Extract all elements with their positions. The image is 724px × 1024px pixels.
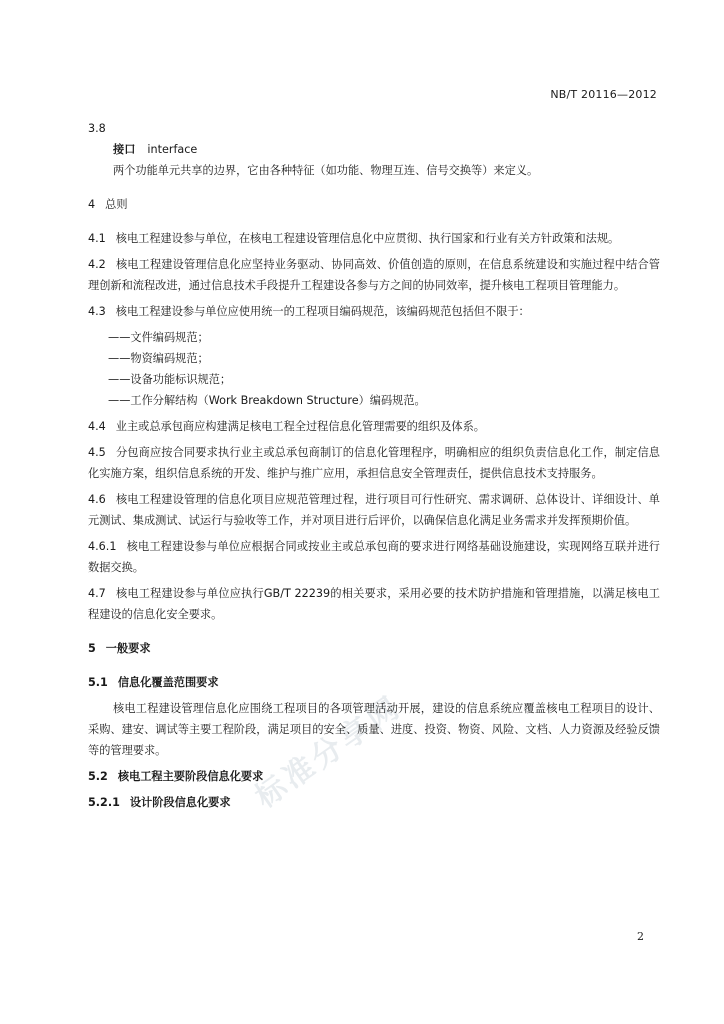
clause-4-3 xyxy=(88,301,660,322)
list-item: ——文件编码规范； xyxy=(108,331,209,344)
list-item: ——工作分解结构（Work Breakdown Structure）编码规范。 xyxy=(108,394,426,407)
clause-4-2-text: 核电工程建设管理信息化应坚持业务驱动、协同高效、价值创造的原则，在信息系统建设和实施过程中结合管理创新和流程改进，通过信息技术手段提升工程建设各参与方之间的协同效率，提升核电工程项目管理能力。 xyxy=(88,258,660,292)
term-english: interface xyxy=(147,143,198,156)
standard-number-header: NB/T 20116—2012 xyxy=(550,88,657,101)
term-chinese: 接口 xyxy=(113,143,136,156)
clause-4-2 xyxy=(88,254,660,296)
clause-4-3-text: 核电工程建设参与单位应使用统一的工程项目编码规范，该编码规范包括但不限于： xyxy=(115,305,530,318)
clause-4-1-number: 4.1 xyxy=(88,232,106,245)
clause-4-3-number: 4.3 xyxy=(88,305,106,318)
clause-5-2-title: 核电工程主要阶段信息化要求 xyxy=(117,770,264,783)
clause-4-6-1-text: 核电工程建设参与单位应根据合同或按业主或总承包商的要求进行网络基础设施建设，实现网络互联并进行数据交换。 xyxy=(88,540,660,574)
clause-4-4 xyxy=(88,416,660,437)
clause-4-4-number: 4.4 xyxy=(88,420,106,433)
clause-4-6-1 xyxy=(88,536,660,578)
clause-4-6-text: 核电工程建设管理的信息化项目应规范管理过程，进行项目可行性研究、需求调研、总体设计、详细设计、单元测试、集成测试、试运行与验收等工作，并对项目进行后评价，以确保信息化满足业务需求并发挥预期价值。 xyxy=(88,493,660,527)
list-item: ——物资编码规范； xyxy=(108,352,209,365)
section-5-title: 一般要求 xyxy=(105,642,151,655)
clause-4-6-1-number: 4.6.1 xyxy=(88,540,117,553)
section-5-number: 5 xyxy=(88,642,96,655)
clause-4-5-text: 分包商应按合同要求执行业主或总承包商制订的信息化管理程序，明确相应的组织负责信息化工作，制定信息化实施方案，组织信息系统的开发、维护与推广应用，承担信息安全管理责任，提供信息技术支持服务。 xyxy=(88,446,660,480)
clause-5-1-heading xyxy=(88,672,660,693)
clause-4-5 xyxy=(88,442,660,484)
clause-5-2-number: 5.2 xyxy=(88,770,108,783)
clause-4-7-number: 4.7 xyxy=(88,587,106,600)
clause-3-8-number: 3.8 xyxy=(88,122,106,135)
clause-4-2-number: 4.2 xyxy=(88,258,106,271)
clause-5-2-1-number: 5.2.1 xyxy=(88,796,120,809)
section-5-heading xyxy=(88,638,660,659)
clause-4-7 xyxy=(88,583,660,625)
section-4-heading xyxy=(88,194,660,215)
clause-4-7-text: 核电工程建设参与单位应执行GB/T 22239的相关要求，采用必要的技术防护措施和管理措施，以满足核电工程建设的信息化安全要求。 xyxy=(88,587,660,621)
clause-5-2-1-heading xyxy=(88,792,660,813)
clause-5-2-heading xyxy=(88,766,660,787)
clause-5-1-text: 核电工程建设管理信息化应围绕工程项目的各项管理活动开展，建设的信息系统应覆盖核电工程项目的设计、采购、建安、调试等主要工程阶段，满足项目的安全、质量、进度、投资、物资、风险、文档、人力资源及经验反馈等的管理要求。 xyxy=(88,702,660,757)
clause-4-4-text: 业主或总承包商应构建满足核电工程全过程信息化管理需要的组织及体系。 xyxy=(115,420,485,433)
clause-4-1-text: 核电工程建设参与单位，在核电工程建设管理信息化中应贯彻、执行国家和行业有关方针政策和法规。 xyxy=(115,232,620,245)
clause-4-5-number: 4.5 xyxy=(88,446,106,459)
section-4-number: 4 xyxy=(88,198,96,211)
clause-3-8-term xyxy=(88,139,660,160)
clause-4-6-number: 4.6 xyxy=(88,493,106,506)
coding-spec-list xyxy=(88,327,660,411)
watermark: 标准分享网 xyxy=(249,689,409,816)
section-4-title: 总则 xyxy=(105,198,128,211)
document-body xyxy=(88,118,660,813)
clause-4-1 xyxy=(88,228,660,249)
clause-5-1-title: 信息化覆盖范围要求 xyxy=(117,676,219,689)
clause-4-6 xyxy=(88,489,660,531)
page-number: 2 xyxy=(637,930,644,943)
clause-5-1-number: 5.1 xyxy=(88,676,108,689)
clause-3-8-definition: 两个功能单元共享的边界，它由各种特征（如功能、物理互连、信号交换等）来定义。 xyxy=(113,164,539,177)
list-item: ——设备功能标识规范； xyxy=(108,373,232,386)
clause-5-2-1-title: 设计阶段信息化要求 xyxy=(129,796,231,809)
